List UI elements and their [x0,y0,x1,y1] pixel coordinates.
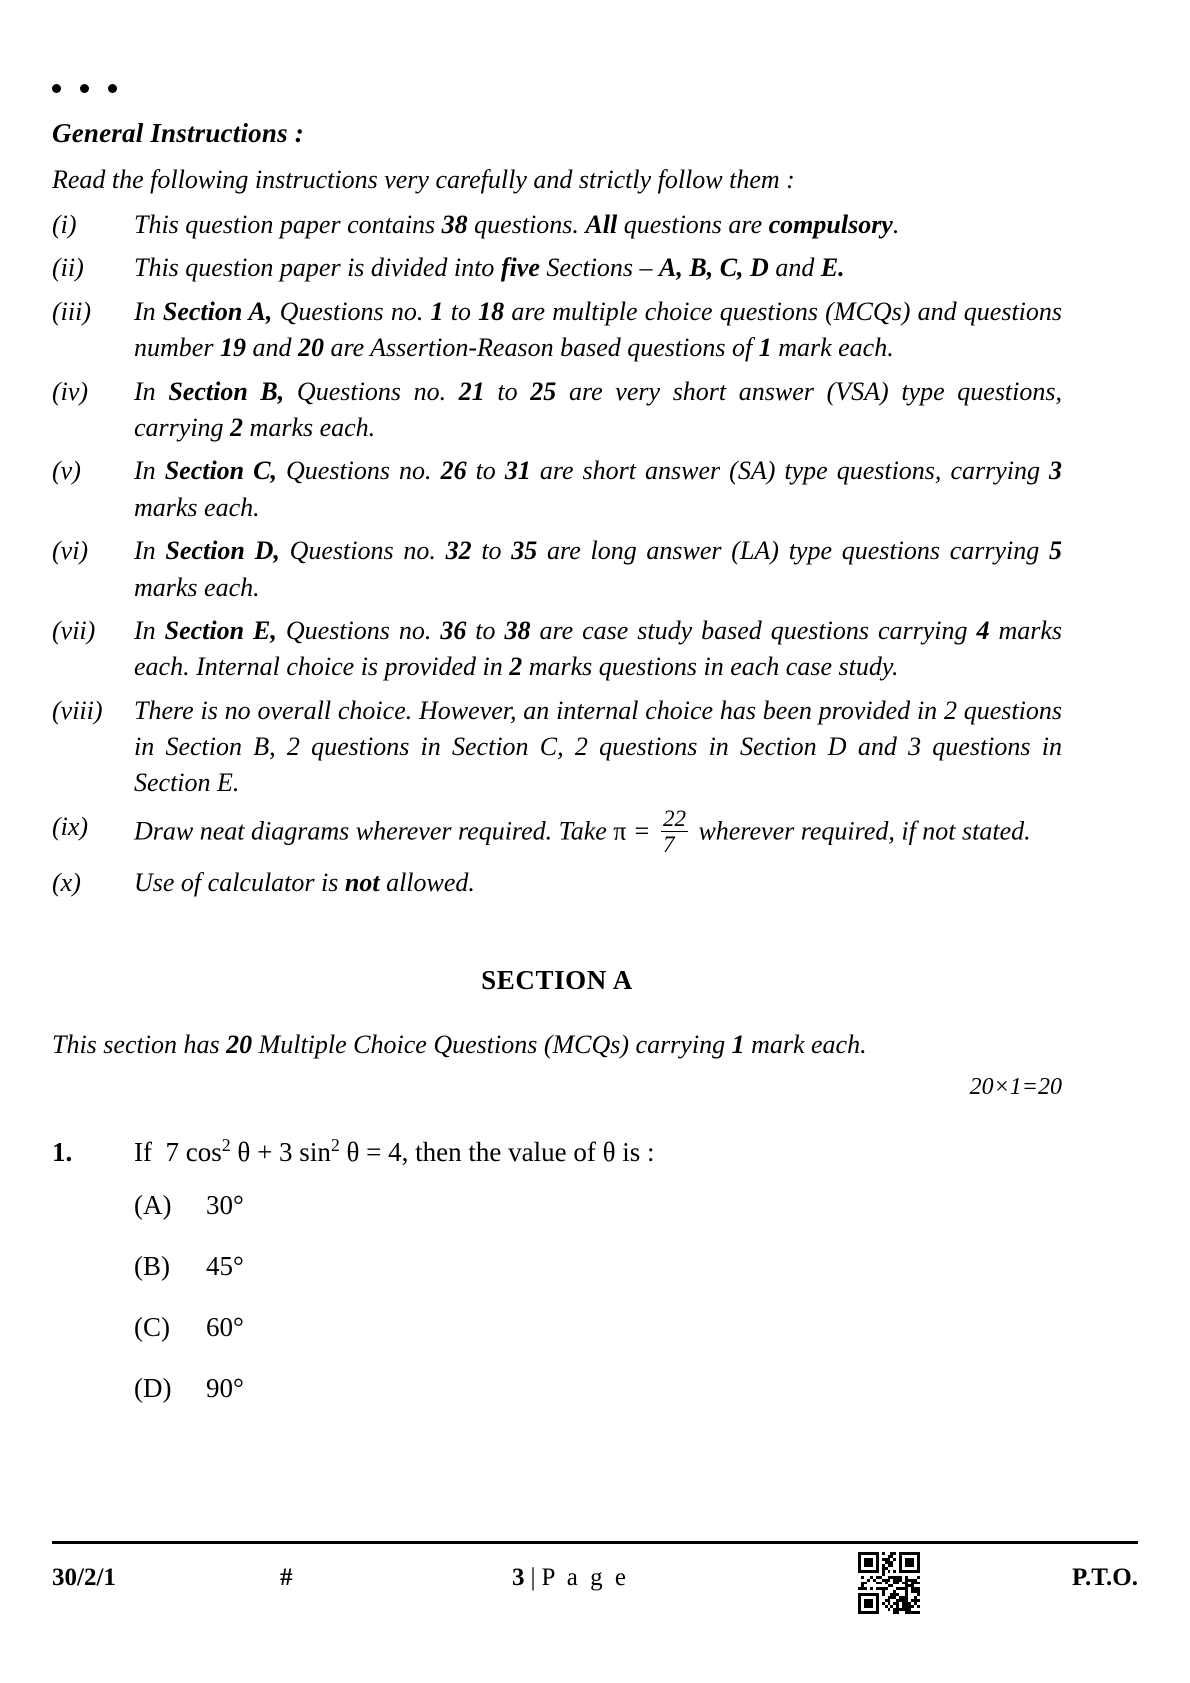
dot-3 [108,84,117,93]
instruction-text: In Section C, Questions no. 26 to 31 are short answer (SA) type questions, carrying 3 marks each. [134,456,1062,522]
question-1 [52,1137,1062,1168]
fraction-denominator: 7 [661,831,688,856]
option-value: 60° [206,1312,244,1343]
option-value: 90° [206,1373,244,1404]
instruction-item [52,294,1062,367]
question-text: If 7 $\cos^2 \theta + 3$ $\sin^2 \theta = 4$, then the value of θ is : [134,1135,655,1168]
page-separator: | [530,1564,536,1591]
exponent-2: 2 [330,1135,340,1156]
hash-marker: # [280,1564,293,1591]
instruction-marker: (v) [52,456,81,486]
dot-2 [80,84,89,93]
theta-symbol: θ [346,1137,360,1168]
fraction-numerator: 22 [662,805,686,831]
option-label: (D) [134,1373,172,1404]
question-number: 1. [52,1137,73,1168]
instruction-marker: (iii) [52,296,91,326]
instruction-marker: (ix) [52,811,89,841]
option-label: (C) [134,1312,170,1343]
paper-code: 30/2/1 [52,1564,116,1591]
instruction-marker: (ii) [52,253,84,283]
instruction-marker: (vi) [52,536,89,566]
pto-marker: P.T.O. [1072,1564,1138,1591]
instruction-text: There is no overall choice. However, an internal choice has been provided in 2 questions in Section B, 2 questions in Section C, 2 questions in Section D and 3 questions in Section E. [134,695,1062,798]
instruction-text: This question paper is divided into five Sections – A, B, C, D and E. [134,253,845,283]
instruction-item [52,207,1062,243]
question-1-options [134,1190,1062,1404]
instruction-text: Draw neat diagrams wherever required. Take π = $\frac{22}{7}$ wherever required, if not stated. [134,805,1031,857]
section-heading: SECTION A [481,965,633,996]
instruction-text: In Section D, Questions no. 32 to 35 are long answer (LA) type questions carrying 5 marks each. [134,536,1062,602]
theta-symbol: θ [602,1137,616,1168]
option-value: 30° [206,1190,244,1221]
section-description: This section has 20 Multiple Choice Questions (MCQs) carrying 1 mark each. [52,1030,867,1060]
page-content [52,118,1062,1434]
instruction-text: This question paper contains 38 questions. All questions are compulsory. [134,210,900,239]
instruction-item [52,374,1062,447]
page-indicator [512,1564,629,1592]
qr-code-icon [858,1552,920,1614]
theta-symbol: θ [237,1137,251,1168]
section-marks-note: 20×1=20 [969,1074,1062,1101]
instruction-item [52,693,1062,802]
general-instructions-title: General Instructions : [52,118,304,148]
top-dots-marker [52,84,117,93]
option-b[interactable] [134,1251,1062,1282]
instruction-item [52,453,1062,526]
instruction-marker: (viii) [52,695,103,725]
option-c[interactable] [134,1312,1062,1343]
dot-1 [52,84,61,93]
instruction-item [52,805,1062,858]
option-label: (B) [134,1251,170,1282]
instruction-item [52,865,1062,901]
instruction-text: In Section B, Questions no. 21 to 25 are very short answer (VSA) type questions, carrying 2 marks each. [134,376,1063,442]
instruction-text: In Section E, Questions no. 36 to 38 are case study based questions carrying 4 marks each. Internal choice is provided in 2 marks questions in each case study. [134,615,1062,682]
instruction-item [52,250,1062,286]
general-instructions-lead: Read the following instructions very carefully and strictly follow them : [52,165,795,194]
page-number: 3 [512,1564,525,1591]
instruction-item [52,533,1062,606]
instruction-marker: (x) [52,867,81,897]
instruction-text: Use of calculator is not allowed. [134,867,475,897]
option-d[interactable] [134,1373,1062,1404]
option-a[interactable] [134,1190,1062,1221]
fraction-22-over-7 [661,807,688,856]
instruction-marker: (vii) [52,615,96,645]
exponent-2: 2 [221,1135,231,1156]
page-word: P a g e [541,1564,629,1591]
option-label: (A) [134,1190,172,1221]
page-footer [52,1552,1138,1622]
option-value: 45° [206,1251,244,1282]
instruction-marker: (i) [52,210,77,239]
instruction-marker: (iv) [52,376,89,406]
instruction-item [52,613,1062,686]
footer-divider [52,1541,1138,1544]
instruction-text: In Section A, Questions no. 1 to 18 are multiple choice questions (MCQs) and questions number 19 and 20 are Assertion-Reason based questions of 1 mark each. [134,296,1063,363]
pi-symbol: π [613,816,627,846]
